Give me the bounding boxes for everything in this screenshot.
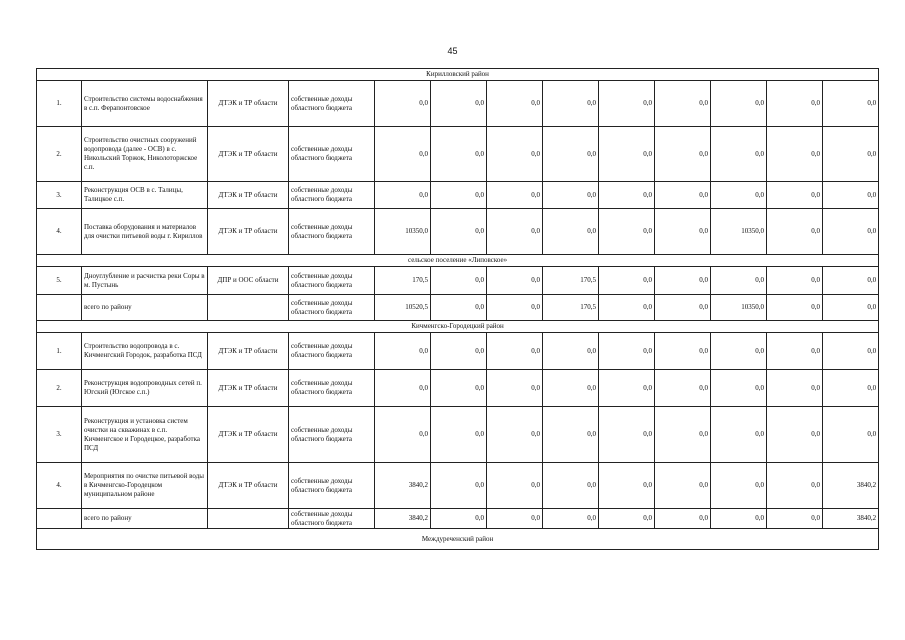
value-cell: 0,0 <box>823 370 879 407</box>
value-cell: 0,0 <box>375 81 431 127</box>
measure-name: Строительство системы водоснабжения в с.п. Ферапонтовское <box>82 81 208 127</box>
section-title: Кирилловский район <box>37 69 879 81</box>
measure-name: Строительство очистных сооружений водопровода (далее - ОСВ) в с. Никольский Торжок, Николоторжское с.п. <box>82 127 208 182</box>
value-cell: 0,0 <box>431 509 487 529</box>
value-cell: 0,0 <box>711 407 767 463</box>
row-number: 4. <box>37 209 82 255</box>
value-cell: 0,0 <box>599 209 655 255</box>
responsible-body: ДТЭК и ТР области <box>208 370 289 407</box>
value-cell: 0,0 <box>543 509 599 529</box>
value-cell: 0,0 <box>823 407 879 463</box>
row-number: 2. <box>37 370 82 407</box>
page-number: 45 <box>447 46 458 56</box>
value-cell: 0,0 <box>711 333 767 370</box>
measure-name: Реконструкция и установка систем очистки на скважинах в с.п. Кичменгское и Городецкое, разработка ПСД <box>82 407 208 463</box>
value-cell: 0,0 <box>375 333 431 370</box>
value-cell: 0,0 <box>487 370 543 407</box>
value-cell: 0,0 <box>655 209 711 255</box>
funding-source: собственные доходы областного бюджета <box>289 182 375 209</box>
value-cell: 0,0 <box>487 509 543 529</box>
value-cell: 0,0 <box>431 370 487 407</box>
value-cell: 0,0 <box>543 182 599 209</box>
section-title: Кичменгско-Городецкий район <box>37 321 879 333</box>
value-cell: 0,0 <box>767 463 823 509</box>
value-cell: 0,0 <box>823 127 879 182</box>
funding-source: собственные доходы областного бюджета <box>289 463 375 509</box>
value-cell: 0,0 <box>711 267 767 295</box>
table-row <box>37 463 879 509</box>
value-cell: 0,0 <box>823 182 879 209</box>
value-cell: 0,0 <box>431 463 487 509</box>
value-cell: 0,0 <box>711 370 767 407</box>
value-cell: 0,0 <box>543 370 599 407</box>
value-cell: 3840,2 <box>375 509 431 529</box>
value-cell: 0,0 <box>711 81 767 127</box>
row-number: 5. <box>37 267 82 295</box>
value-cell: 0,0 <box>487 463 543 509</box>
responsible-body: ДТЭК и ТР области <box>208 463 289 509</box>
value-cell: 0,0 <box>599 509 655 529</box>
value-cell: 0,0 <box>767 509 823 529</box>
table-row <box>37 333 879 370</box>
value-cell: 0,0 <box>767 267 823 295</box>
value-cell: 0,0 <box>599 295 655 321</box>
value-cell: 0,0 <box>711 509 767 529</box>
responsible-body: ДТЭК и ТР области <box>208 81 289 127</box>
measure-name: Поставка оборудования и материалов для очистки питьевой воды г. Кириллов <box>82 209 208 255</box>
row-number <box>37 295 82 321</box>
value-cell: 0,0 <box>431 333 487 370</box>
row-number: 1. <box>37 333 82 370</box>
section-title: Междуреченский район <box>37 529 879 550</box>
value-cell: 0,0 <box>431 81 487 127</box>
value-cell: 0,0 <box>599 182 655 209</box>
budget-table <box>36 68 879 550</box>
value-cell: 0,0 <box>599 333 655 370</box>
value-cell: 0,0 <box>655 267 711 295</box>
value-cell: 0,0 <box>487 267 543 295</box>
measure-name: Реконструкция ОСВ в с. Талицы, Талицкое с.п. <box>82 182 208 209</box>
funding-source: собственные доходы областного бюджета <box>289 333 375 370</box>
table-row <box>37 407 879 463</box>
value-cell: 0,0 <box>599 407 655 463</box>
table-row <box>37 182 879 209</box>
value-cell: 0,0 <box>431 127 487 182</box>
table-row <box>37 209 879 255</box>
value-cell: 0,0 <box>767 295 823 321</box>
responsible-body: ДТЭК и ТР области <box>208 182 289 209</box>
value-cell: 0,0 <box>431 182 487 209</box>
table-row <box>37 295 879 321</box>
measure-name: Дноуглубление и расчистка реки Соры в м. Пустынь <box>82 267 208 295</box>
measure-name: Реконструкция водопроводных сетей п. Югский (Югское с.п.) <box>82 370 208 407</box>
funding-source: собственные доходы областного бюджета <box>289 127 375 182</box>
value-cell: 170,5 <box>375 267 431 295</box>
measure-name: всего по району <box>82 509 208 529</box>
section-header-row <box>37 321 879 333</box>
responsible-body: ДТЭК и ТР области <box>208 407 289 463</box>
value-cell: 0,0 <box>431 295 487 321</box>
value-cell: 0,0 <box>823 333 879 370</box>
value-cell: 0,0 <box>655 333 711 370</box>
table-row <box>37 509 879 529</box>
value-cell: 0,0 <box>711 127 767 182</box>
value-cell: 0,0 <box>487 407 543 463</box>
value-cell: 0,0 <box>599 370 655 407</box>
value-cell: 0,0 <box>655 81 711 127</box>
value-cell: 0,0 <box>543 209 599 255</box>
funding-source: собственные доходы областного бюджета <box>289 209 375 255</box>
measure-name: Мероприятия по очистке питьевой воды в Кичменгско-Городецком муниципальном районе <box>82 463 208 509</box>
value-cell: 0,0 <box>655 182 711 209</box>
value-cell: 3840,2 <box>375 463 431 509</box>
value-cell: 0,0 <box>655 127 711 182</box>
value-cell: 0,0 <box>487 81 543 127</box>
value-cell: 0,0 <box>431 407 487 463</box>
value-cell: 0,0 <box>599 463 655 509</box>
section-header-row <box>37 529 879 550</box>
section-title: сельское поселение «Липовское» <box>37 255 879 267</box>
value-cell: 0,0 <box>543 81 599 127</box>
value-cell: 10350,0 <box>375 209 431 255</box>
value-cell: 0,0 <box>655 463 711 509</box>
funding-source: собственные доходы областного бюджета <box>289 267 375 295</box>
value-cell: 0,0 <box>767 333 823 370</box>
value-cell: 0,0 <box>543 333 599 370</box>
value-cell: 0,0 <box>823 295 879 321</box>
value-cell: 0,0 <box>375 407 431 463</box>
value-cell: 0,0 <box>431 209 487 255</box>
value-cell: 0,0 <box>823 267 879 295</box>
value-cell: 0,0 <box>487 333 543 370</box>
value-cell: 3840,2 <box>823 509 879 529</box>
value-cell: 10350,0 <box>711 295 767 321</box>
row-number: 3. <box>37 182 82 209</box>
value-cell: 0,0 <box>823 209 879 255</box>
value-cell: 0,0 <box>655 509 711 529</box>
section-header-row <box>37 255 879 267</box>
value-cell: 0,0 <box>655 370 711 407</box>
value-cell: 10350,0 <box>711 209 767 255</box>
funding-source: собственные доходы областного бюджета <box>289 407 375 463</box>
responsible-body: ДТЭК и ТР области <box>208 209 289 255</box>
value-cell: 0,0 <box>543 463 599 509</box>
responsible-body <box>208 509 289 529</box>
value-cell: 0,0 <box>487 182 543 209</box>
row-number: 1. <box>37 81 82 127</box>
value-cell: 0,0 <box>487 209 543 255</box>
value-cell: 0,0 <box>543 127 599 182</box>
row-number: 3. <box>37 407 82 463</box>
value-cell: 0,0 <box>431 267 487 295</box>
value-cell: 0,0 <box>767 127 823 182</box>
value-cell: 0,0 <box>767 407 823 463</box>
value-cell: 3840,2 <box>823 463 879 509</box>
value-cell: 0,0 <box>375 127 431 182</box>
value-cell: 10520,5 <box>375 295 431 321</box>
value-cell: 0,0 <box>375 182 431 209</box>
value-cell: 0,0 <box>711 182 767 209</box>
value-cell: 0,0 <box>767 370 823 407</box>
value-cell: 0,0 <box>543 407 599 463</box>
value-cell: 0,0 <box>711 463 767 509</box>
table-row <box>37 267 879 295</box>
funding-source: собственные доходы областного бюджета <box>289 509 375 529</box>
value-cell: 0,0 <box>823 81 879 127</box>
row-number: 4. <box>37 463 82 509</box>
responsible-body <box>208 295 289 321</box>
section-header-row <box>37 69 879 81</box>
table-row <box>37 370 879 407</box>
budget-table-body <box>37 69 879 550</box>
value-cell: 0,0 <box>599 127 655 182</box>
measure-name: Строительство водопровода в с. Кичменгский Городок, разработка ПСД <box>82 333 208 370</box>
value-cell: 170,5 <box>543 295 599 321</box>
funding-source: собственные доходы областного бюджета <box>289 370 375 407</box>
value-cell: 0,0 <box>767 81 823 127</box>
value-cell: 0,0 <box>767 209 823 255</box>
value-cell: 0,0 <box>599 81 655 127</box>
value-cell: 0,0 <box>599 267 655 295</box>
value-cell: 0,0 <box>767 182 823 209</box>
value-cell: 0,0 <box>655 407 711 463</box>
value-cell: 0,0 <box>655 295 711 321</box>
value-cell: 170,5 <box>543 267 599 295</box>
funding-source: собственные доходы областного бюджета <box>289 295 375 321</box>
table-row <box>37 81 879 127</box>
value-cell: 0,0 <box>375 370 431 407</box>
responsible-body: ДТЭК и ТР области <box>208 333 289 370</box>
responsible-body: ДПР и ООС области <box>208 267 289 295</box>
funding-source: собственные доходы областного бюджета <box>289 81 375 127</box>
responsible-body: ДТЭК и ТР области <box>208 127 289 182</box>
value-cell: 0,0 <box>487 295 543 321</box>
row-number <box>37 509 82 529</box>
table-row <box>37 127 879 182</box>
value-cell: 0,0 <box>487 127 543 182</box>
row-number: 2. <box>37 127 82 182</box>
measure-name: всего по району <box>82 295 208 321</box>
